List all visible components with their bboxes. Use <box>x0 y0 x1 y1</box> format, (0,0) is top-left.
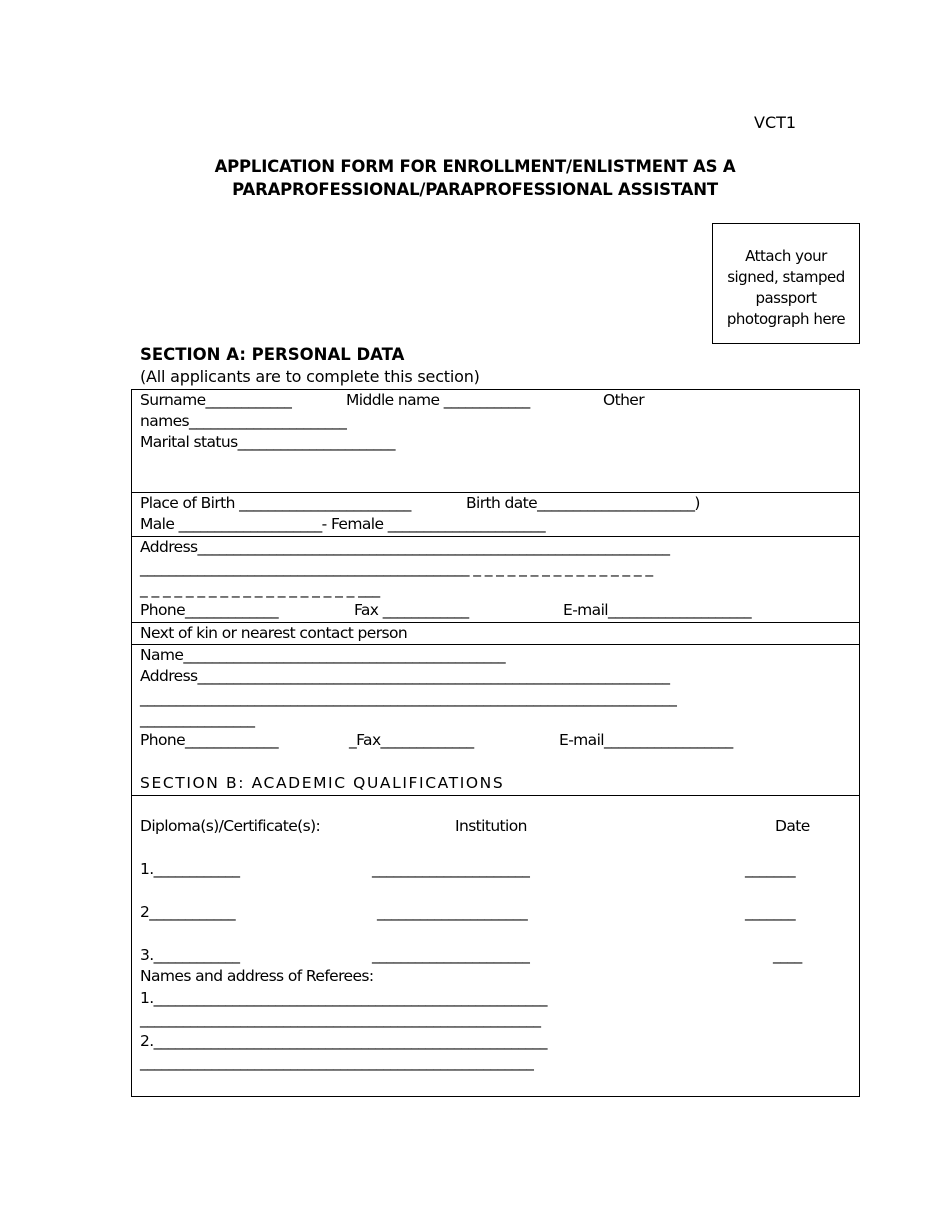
birth-date-field[interactable]: Birth date______________________) <box>466 494 700 512</box>
date-column-header: Date <box>775 817 810 835</box>
address-field[interactable]: Address__________________________________________________________________ <box>140 538 670 556</box>
other-names-label: Other <box>603 391 645 409</box>
row-divider <box>131 795 860 796</box>
kin-name-field[interactable]: Name_____________________________________________ <box>140 646 506 664</box>
form-border-bottom <box>131 1096 860 1097</box>
date-3-field[interactable]: ____ <box>773 946 802 964</box>
qualification-2-field[interactable]: 2____________ <box>140 903 236 921</box>
date-1-field[interactable]: _______ <box>745 860 796 878</box>
next-of-kin-label: Next of kin or nearest contact person <box>140 624 408 642</box>
passport-photo-box <box>712 223 860 344</box>
other-names-field[interactable]: names______________________ <box>140 412 347 430</box>
referee-1-line-2[interactable]: ________________________________________________________ <box>140 1010 541 1028</box>
form-border-left <box>131 389 132 1097</box>
middle-name-field[interactable]: Middle name ____________ <box>346 391 530 409</box>
diploma-column-header: Diploma(s)/Certificate(s): <box>140 817 321 835</box>
section-b-heading: SECTION B: ACADEMIC QUALIFICATIONS <box>140 774 505 792</box>
form-border-right <box>859 389 860 1097</box>
date-2-field[interactable]: _______ <box>745 903 796 921</box>
fax-field[interactable]: Fax ____________ <box>354 601 469 619</box>
kin-fax-field[interactable]: _Fax_____________ <box>349 731 474 749</box>
kin-address-field[interactable]: Address__________________________________________________________________ <box>140 667 670 685</box>
place-of-birth-field[interactable]: Place of Birth ________________________ <box>140 494 411 512</box>
surname-field[interactable]: Surname____________ <box>140 391 292 409</box>
address-line-3[interactable]: _ _ _ _ _ _ _ _ _ _ _ _ _ _ _ _ _ _ _ ___ <box>140 580 380 598</box>
institution-2-field[interactable]: _____________________ <box>377 903 528 921</box>
institution-3-field[interactable]: ______________________ <box>372 946 530 964</box>
institution-column-header: Institution <box>455 817 527 835</box>
kin-email-field[interactable]: E-mail__________________ <box>559 731 733 749</box>
referee-2-line-2[interactable]: _______________________________________________________ <box>140 1053 534 1071</box>
form-code: VCT1 <box>754 113 797 132</box>
section-a-heading: SECTION A: PERSONAL DATA <box>140 345 405 364</box>
phone-field[interactable]: Phone_____________ <box>140 601 278 619</box>
referee-2-field[interactable]: 2._______________________________________________________ <box>140 1032 547 1050</box>
kin-address-line-3[interactable]: ________________ <box>140 710 255 728</box>
form-title-line-2: PARAPROFESSIONAL/PARAPROFESSIONAL ASSISTANT <box>232 180 718 199</box>
institution-1-field[interactable]: ______________________ <box>372 860 530 878</box>
photo-instruction: Attach your signed, stamped passport photograph here <box>726 247 846 328</box>
kin-phone-field[interactable]: Phone_____________ <box>140 731 278 749</box>
qualification-1-field[interactable]: 1.____________ <box>140 860 240 878</box>
section-a-note: (All applicants are to complete this section) <box>140 367 480 386</box>
qualification-3-field[interactable]: 3.____________ <box>140 946 240 964</box>
form-title-line-1: APPLICATION FORM FOR ENROLLMENT/ENLISTMENT AS A <box>214 157 736 176</box>
kin-address-line-2[interactable]: ___________________________________________________________________________ <box>140 689 677 707</box>
email-field[interactable]: E-mail____________________ <box>563 601 751 619</box>
referee-1-field[interactable]: 1._______________________________________________________ <box>140 989 547 1007</box>
address-line-2[interactable]: ______________________________________________ _ _ _ _ _ _ _ _ _ _ _ _ _ _ _ _ <box>140 559 653 577</box>
referees-label: Names and address of Referees: <box>140 967 374 985</box>
marital-status-field[interactable]: Marital status______________________ <box>140 433 395 451</box>
gender-field[interactable]: Male ____________________- Female ______________________ <box>140 515 546 533</box>
